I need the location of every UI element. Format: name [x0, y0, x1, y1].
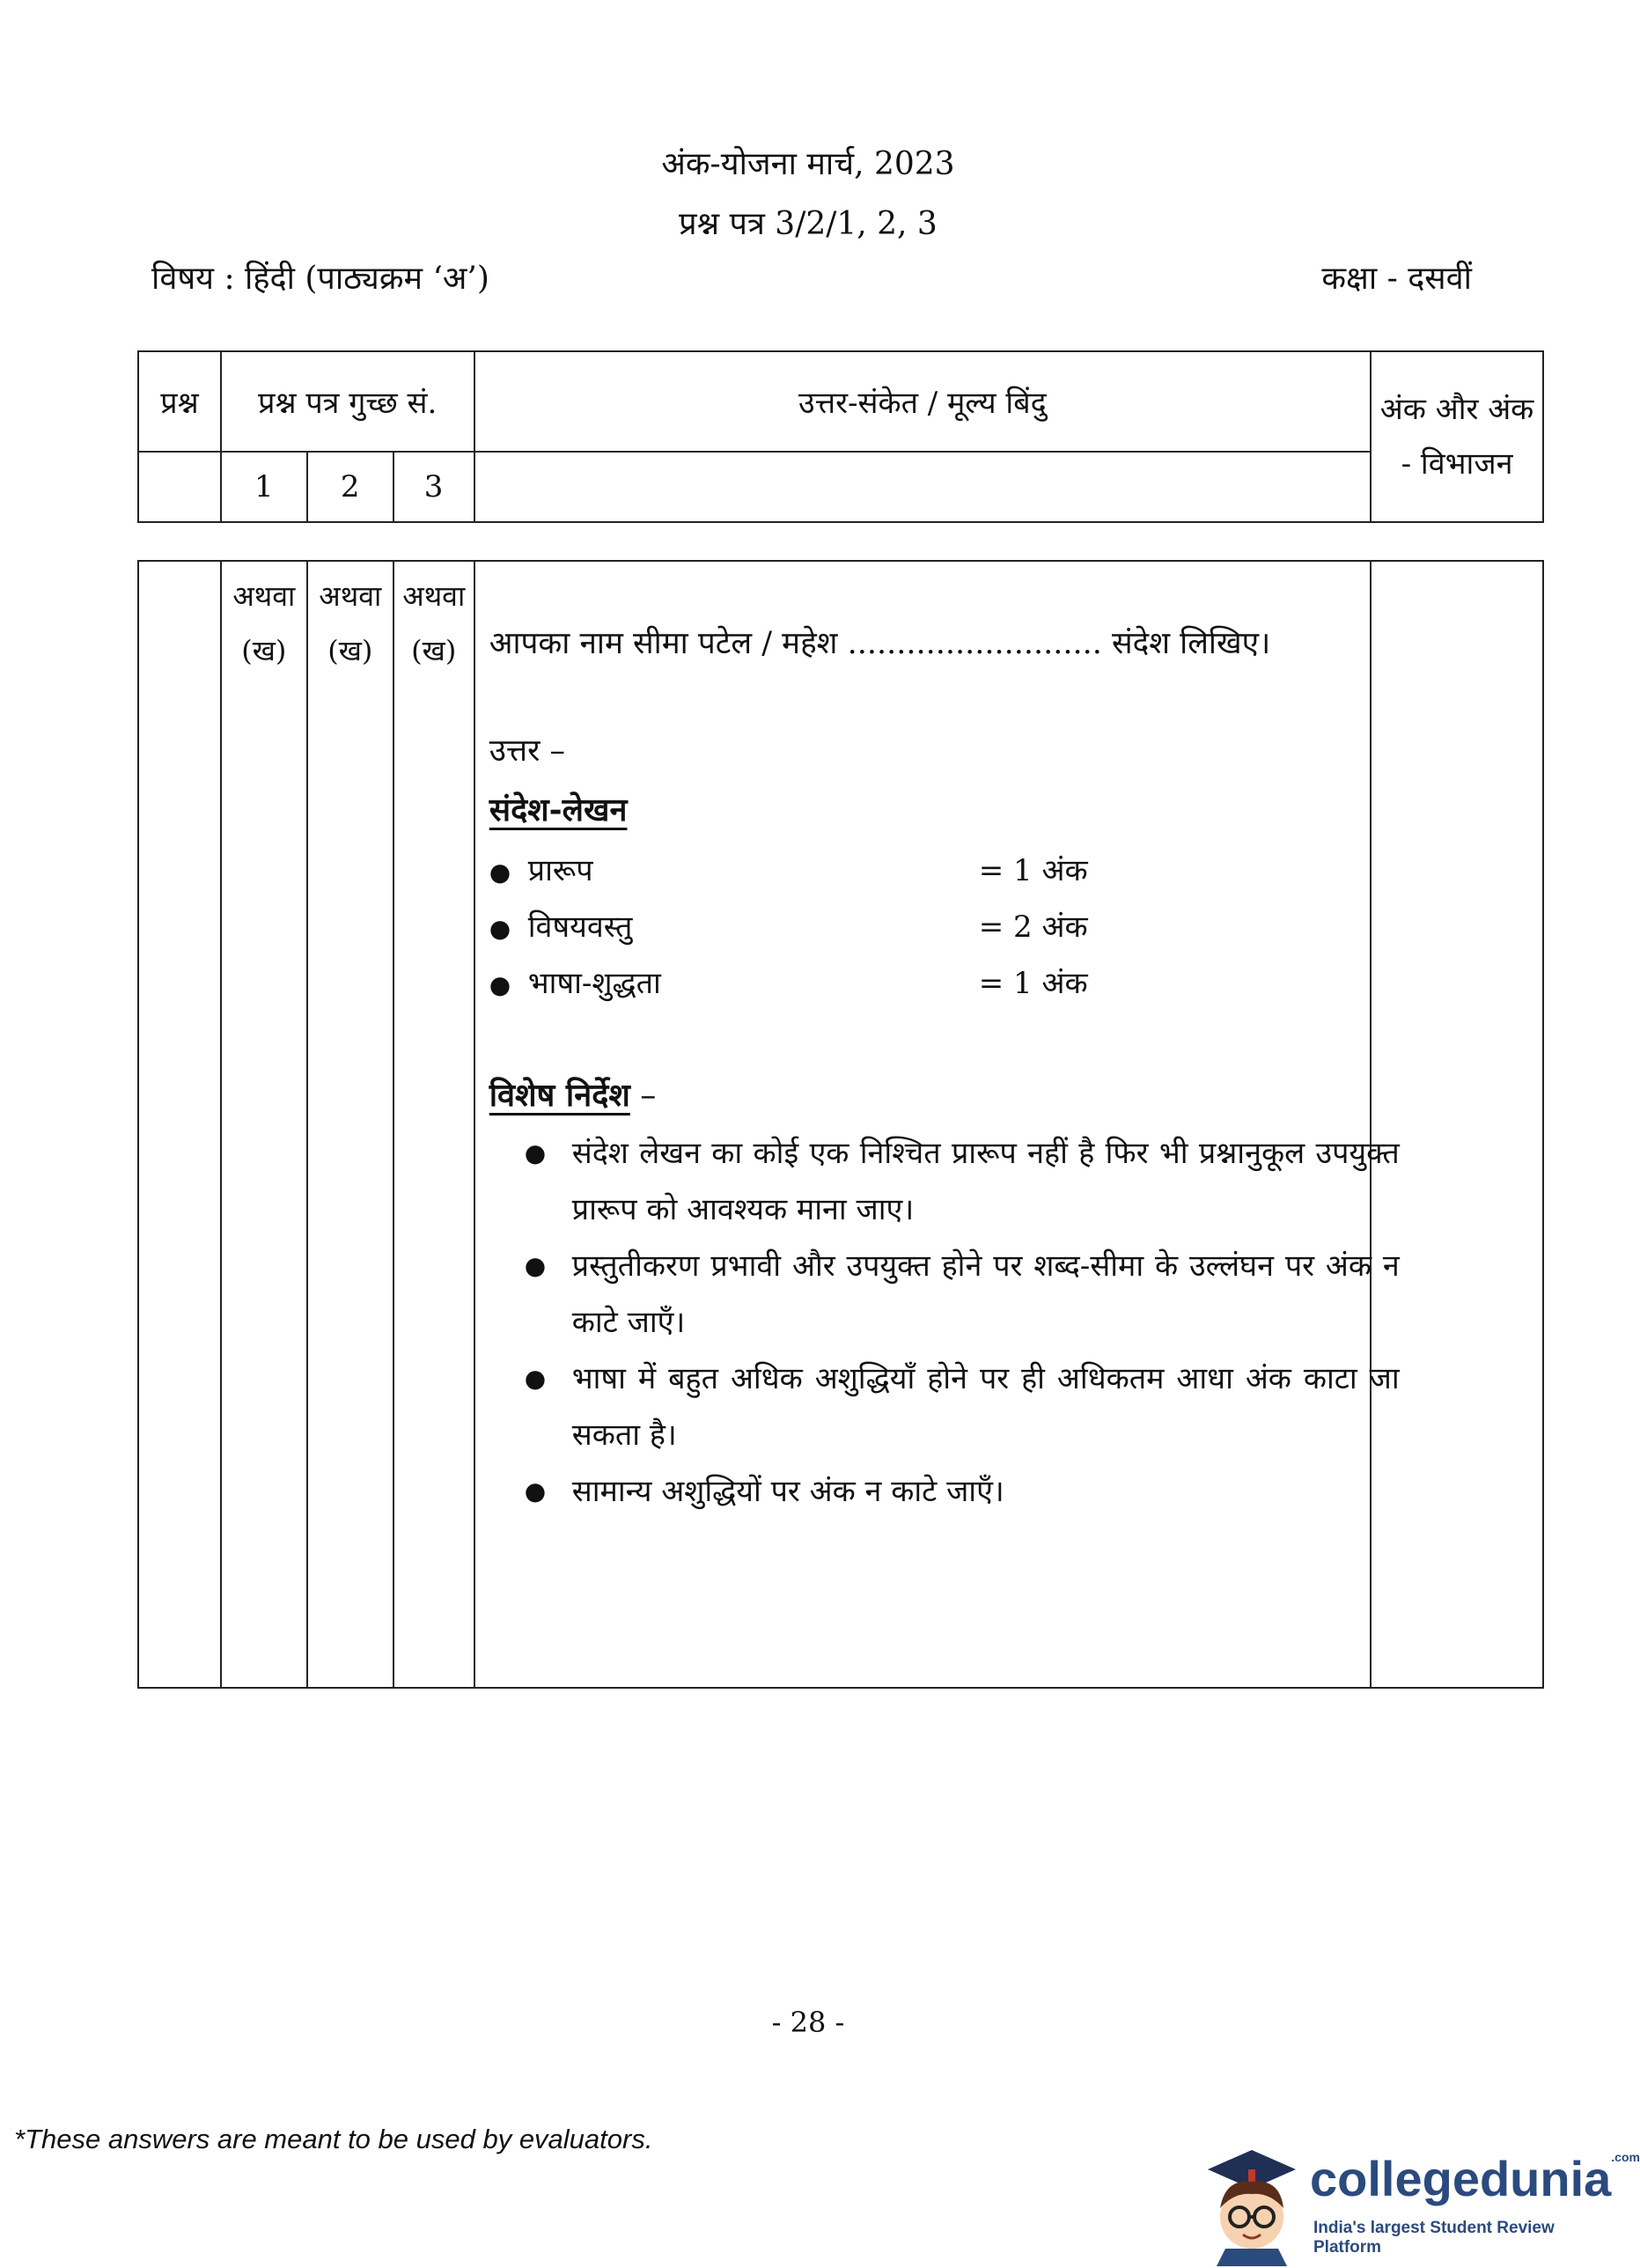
set-1-cell [221, 561, 307, 1688]
athva-label: अथवा [232, 579, 296, 613]
answer-table [137, 560, 1544, 1689]
page-number: - 28 - [771, 2006, 845, 2039]
athva-label: अथवा [402, 579, 466, 613]
bullet-icon: ● [524, 1138, 547, 1167]
instruction-item: ● संदेश लेखन का कोई एक निश्चित प्रारूप नहीं है फिर भी प्रश्नानुकूल उपयुक्त प्रारूप को आवश्यक माना जाए। [528, 1125, 1400, 1238]
set-number: 3 [393, 452, 474, 522]
bullet-icon: ● [489, 858, 511, 887]
set-2-cell [307, 561, 393, 1688]
mascot-icon [1199, 2143, 1305, 2266]
kha-label: (ख) [241, 634, 287, 667]
class-label: कक्षा - दसवीं [1321, 261, 1472, 297]
answer-content-cell [474, 561, 1400, 1688]
special-heading-row: विशेष निर्देश – [489, 1077, 657, 1114]
col-set-header: प्रश्न पत्र गुच्छ सं. [221, 351, 474, 452]
instruction-item: ● सामान्य अशुद्धियों पर अंक न काटे जाएँ। [528, 1463, 1400, 1520]
header-table [137, 350, 1544, 523]
set-number: 2 [307, 452, 393, 522]
marking-value: = 1 अंक [978, 853, 1088, 888]
instruction-item: ● प्रस्तुतीकरण प्रभावी और उपयुक्त होने पर शब्द-सीमा के उल्लंघन पर अंक न काटे जाएँ। [528, 1238, 1400, 1351]
kha-label: (ख) [411, 634, 457, 667]
set-number: 1 [221, 452, 307, 522]
marking-row: ● भाषा-शुद्धता = 1 अंक [489, 961, 661, 1002]
answer-label: उत्तर – [489, 733, 566, 769]
empty-cell [138, 452, 221, 522]
marking-row: ● प्रारूप = 1 अंक [489, 849, 593, 889]
kha-label: (ख) [327, 634, 373, 667]
bullet-icon: ● [489, 970, 511, 999]
logo-text: collegedunia$^{.com}$ [1310, 2150, 1640, 2206]
footnote: *These answers are meant to be used by evaluators. [14, 2124, 653, 2154]
subject-label: विषय : हिंदी (पाठ्यक्रम ‘अ’) [151, 261, 489, 297]
marking-row: ● विषयवस्तु = 2 अंक [489, 905, 633, 946]
section-heading: संदेश-लेखन [489, 792, 628, 828]
collegedunia-logo[interactable] [1199, 2143, 1640, 2266]
set-3-cell [393, 561, 474, 1688]
empty-cell [474, 452, 1372, 522]
bullet-icon: ● [524, 1476, 547, 1506]
instruction-item: ● भाषा में बहुत अधिक अशुद्धियाँ होने पर ही अधिकतम आधा अंक काटा जा सकता है। [528, 1351, 1400, 1463]
col-marks-header: अंक और अंक - विभाजन [1371, 351, 1543, 522]
bullet-icon: ● [524, 1251, 547, 1280]
question-number-cell [138, 561, 221, 1688]
bullet-icon: ● [524, 1364, 547, 1393]
bullet-icon: ● [489, 914, 511, 943]
col-question-header: प्रश्न [138, 351, 221, 452]
athva-label: अथवा [319, 579, 382, 613]
paper-code: प्रश्न पत्र 3/2/1, 2, 3 [679, 206, 938, 242]
col-answer-header: उत्तर-संकेत / मूल्य बिंदु [474, 351, 1372, 452]
question-text: आपका नाम सीमा पटेल / महेश .......................... संदेश लिखिए। [489, 626, 1271, 661]
logo-tagline: India's largest Student Review Platform [1313, 2219, 1555, 2257]
page-title: अंक-योजना मार्च, 2023 [661, 146, 955, 182]
marking-value: = 1 अंक [978, 966, 1088, 1001]
marking-value: = 2 अंक [978, 909, 1088, 945]
special-heading: विशेष निर्देश [489, 1077, 630, 1114]
